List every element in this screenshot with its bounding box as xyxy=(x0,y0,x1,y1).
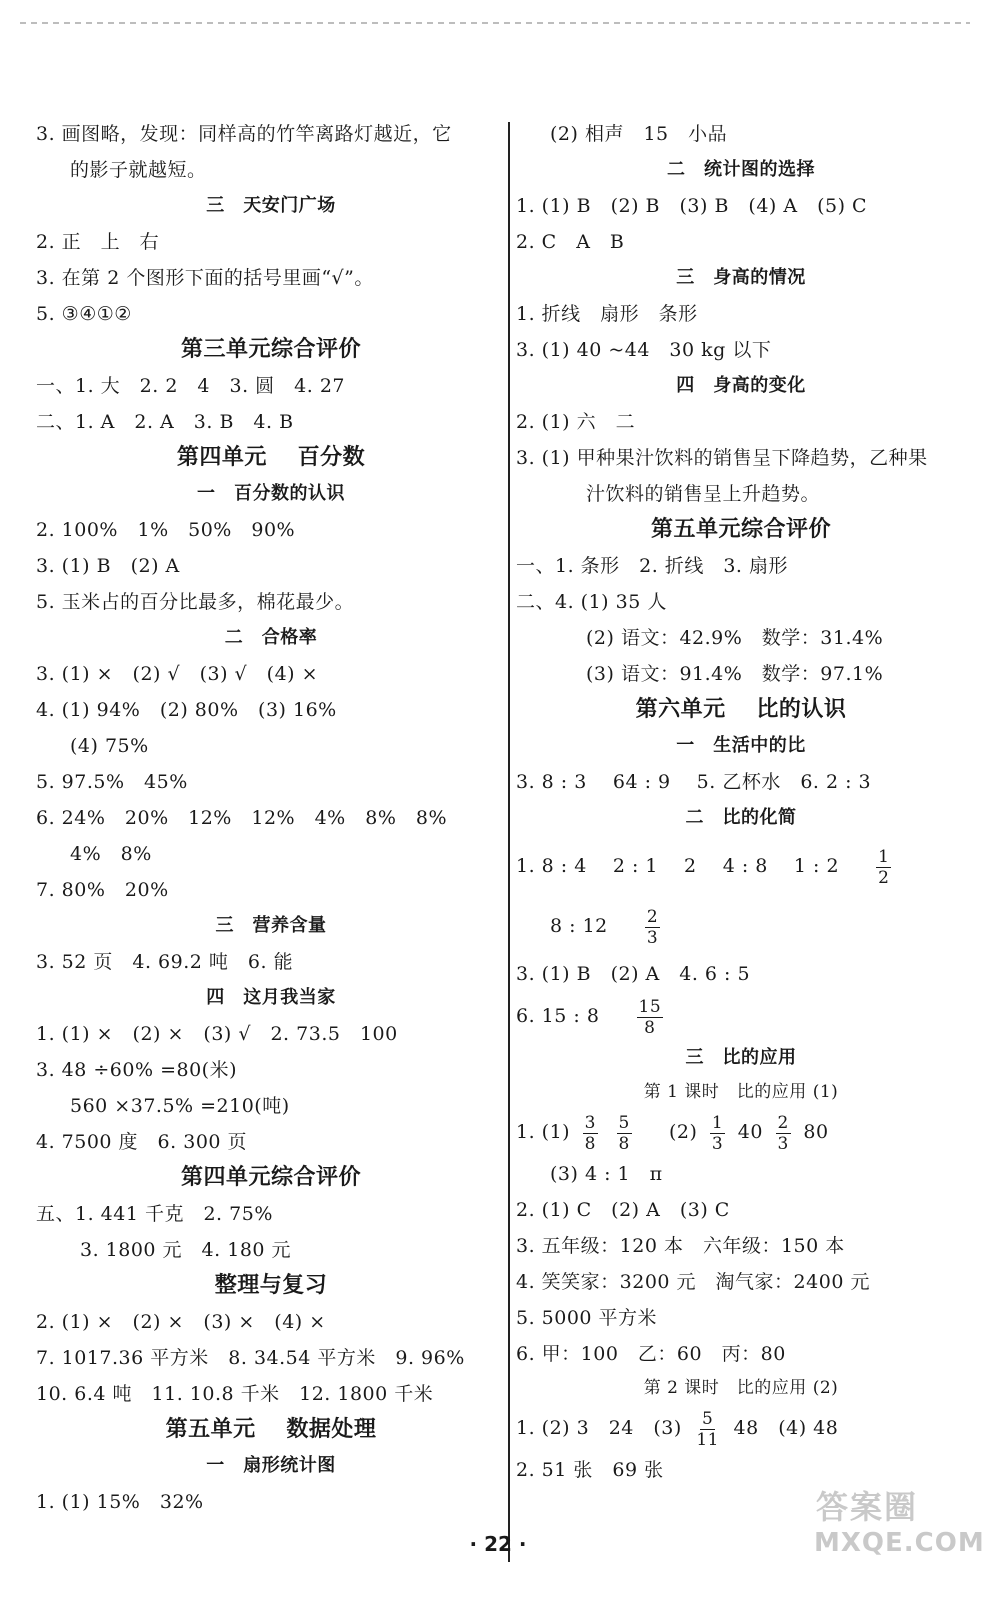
answer-line: 6. 甲：100 乙：60 丙：80 xyxy=(516,1343,786,1365)
answer-line: 7. 80% 20% xyxy=(36,879,169,901)
answer-line xyxy=(516,992,966,1040)
answer-line: 3. 在第 2 个图形下面的括号里画“√”。 xyxy=(36,267,374,289)
answer-line: 3. 五年级：120 本 六年级：150 本 xyxy=(516,1235,845,1257)
answer-line: 4% 8% xyxy=(70,843,152,865)
right-column xyxy=(516,116,966,1488)
lesson-subheading: 第 2 课时 比的应用 (2) xyxy=(643,1378,839,1398)
answer-line: (4) 75% xyxy=(70,735,149,757)
top-border xyxy=(20,22,970,24)
answer-text: 1. (2) 3 24 (3) xyxy=(516,1417,682,1439)
fraction-numerator: 5 xyxy=(618,1112,630,1133)
answer-line: 4. (1) 94% (2) 80% (3) 16% xyxy=(36,699,337,721)
answer-line: 2. C A B xyxy=(516,231,625,253)
lesson-heading: 二 比的化简 xyxy=(685,807,797,828)
fraction-numerator: 3 xyxy=(584,1112,596,1133)
answer-line: 3. 1800 元 4. 180 元 xyxy=(80,1239,292,1261)
answer-line: 6. 24% 20% 12% 12% 4% 8% 8% xyxy=(36,807,448,829)
answer-line: 4. 笑笑家：3200 元 淘气家：2400 元 xyxy=(516,1271,870,1293)
answer-line: 二、4. (1) 35 人 xyxy=(516,591,667,613)
fraction-denominator: 3 xyxy=(711,1133,724,1154)
answer-line: 2. (1) × (2) × (3) × (4) × xyxy=(36,1311,326,1333)
ratio-text: 6. 15 : 8 xyxy=(516,1005,600,1027)
answer-line xyxy=(516,1108,966,1156)
answer-line: 的影子就越短。 xyxy=(70,159,207,181)
answer-line: 4. 7500 度 6. 300 页 xyxy=(36,1131,248,1153)
answer-line: 3. 48 ÷60% =80(米) xyxy=(36,1059,237,1081)
unit-heading: 第三单元综合评价 xyxy=(180,337,361,362)
answer-line: 2. 51 张 69 张 xyxy=(516,1459,664,1481)
unit-heading: 整理与复习 xyxy=(214,1273,328,1298)
answer-line: 五、1. 441 千克 2. 75% xyxy=(36,1203,273,1225)
fraction-denominator: 8 xyxy=(584,1133,596,1154)
answer-line: 一、1. 大 2. 2 4 3. 圆 4. 27 xyxy=(36,375,346,397)
ratio-text: 1. 8 : 4 2 : 1 2 4 : 8 1 : 2 xyxy=(516,855,840,877)
lesson-heading: 三 天安门广场 xyxy=(206,195,336,216)
fraction xyxy=(776,1113,791,1154)
answer-line: 3. 8 : 3 64 : 9 5. 乙杯水 6. 2 : 3 xyxy=(516,771,872,793)
fraction-denominator: 11 xyxy=(696,1429,719,1450)
answer-text: (2) xyxy=(668,1121,698,1143)
answer-line: 7. 1017.36 平方米 8. 34.54 平方米 9. 96% xyxy=(36,1347,465,1369)
answer-text: 48 (4) 48 xyxy=(733,1417,839,1439)
lesson-heading: 四 身高的变化 xyxy=(676,375,806,396)
answer-line: 2. 100% 1% 50% 90% xyxy=(36,519,296,541)
lesson-heading: 一 百分数的认识 xyxy=(197,483,345,504)
answer-text: 40 xyxy=(737,1121,763,1143)
answer-line: 3. 画图略，发现：同样高的竹竿离路灯越近，它 xyxy=(36,123,452,145)
fraction-numerator: 1 xyxy=(711,1112,724,1133)
fraction-numerator: 2 xyxy=(777,1112,789,1133)
fraction xyxy=(617,1113,632,1154)
fraction-numerator: 5 xyxy=(702,1408,714,1429)
answer-line: 2. (1) C (2) A (3) C xyxy=(516,1199,730,1221)
lesson-heading: 三 比的应用 xyxy=(685,1047,797,1068)
answer-line: 10. 6.4 吨 11. 10.8 千米 12. 1800 千米 xyxy=(36,1383,434,1405)
fraction xyxy=(583,1113,598,1154)
answer-line: 一、1. 条形 2. 折线 3. 扇形 xyxy=(516,555,789,577)
answer-line: 3. 52 页 4. 69.2 吨 6. 能 xyxy=(36,951,294,973)
fraction xyxy=(694,1409,721,1450)
fraction-denominator: 8 xyxy=(618,1133,630,1154)
lesson-heading: 一 扇形统计图 xyxy=(206,1455,336,1476)
fraction-numerator: 15 xyxy=(638,996,662,1017)
answer-line: 1. (1) B (2) B (3) B (4) A (5) C xyxy=(516,195,868,217)
watermark-text: 答案圈 xyxy=(816,1488,919,1526)
answer-line: 3. (1) × (2) √ (3) √ (4) × xyxy=(36,663,319,685)
unit-heading: 第四单元 百分数 xyxy=(176,445,366,470)
answer-line xyxy=(516,836,966,896)
answer-line: 3. (1) 40 ~44 30 kg 以下 xyxy=(516,339,772,361)
fraction-denominator: 3 xyxy=(646,927,659,948)
fraction xyxy=(645,907,660,948)
fraction xyxy=(876,847,891,888)
answer-line: 3. (1) 甲种果汁饮料的销售呈下降趋势，乙种果 xyxy=(516,447,928,469)
left-column xyxy=(36,116,506,1520)
answer-line: 1. (1) 15% 32% xyxy=(36,1491,204,1513)
fraction xyxy=(710,1113,725,1154)
answer-line xyxy=(516,896,966,956)
answer-line: 汁饮料的销售呈上升趋势。 xyxy=(586,483,821,505)
answer-line: (3) 语文：91.4% 数学：97.1% xyxy=(586,663,884,685)
answer-line: (2) 语文：42.9% 数学：31.4% xyxy=(586,627,884,649)
lesson-heading: 一 生活中的比 xyxy=(676,735,806,756)
answer-line: 3. (1) B (2) A xyxy=(36,555,180,577)
lesson-heading: 四 这月我当家 xyxy=(206,987,336,1008)
page-number: · 22 · xyxy=(469,1532,527,1556)
answer-line: 5. 5000 平方米 xyxy=(516,1307,658,1329)
answer-line: 1. 折线 扇形 条形 xyxy=(516,303,698,325)
lesson-heading: 三 身高的情况 xyxy=(676,267,806,288)
fraction-numerator: 1 xyxy=(878,846,890,867)
fraction-denominator: 2 xyxy=(878,867,890,888)
answer-line: 2. 正 上 右 xyxy=(36,231,160,253)
fraction-denominator: 3 xyxy=(777,1133,789,1154)
ratio-text: 8 : 12 xyxy=(550,915,608,937)
answer-line: (2) 相声 15 小品 xyxy=(550,123,728,145)
fraction xyxy=(637,997,664,1038)
watermark-logo xyxy=(808,1478,985,1568)
answer-line: 1. (1) × (2) × (3) √ 2. 73.5 100 xyxy=(36,1023,398,1045)
unit-heading: 第六单元 比的认识 xyxy=(635,697,847,722)
fraction-denominator: 8 xyxy=(644,1017,656,1038)
unit-heading: 第五单元综合评价 xyxy=(650,517,831,542)
unit-heading: 第五单元 数据处理 xyxy=(165,1417,377,1442)
answer-text: 1. (1) xyxy=(516,1121,571,1143)
lesson-heading: 二 统计图的选择 xyxy=(667,159,815,180)
column-divider xyxy=(508,122,510,1562)
answer-text: 80 xyxy=(803,1121,829,1143)
answer-line xyxy=(516,1404,966,1452)
answer-line: 3. (1) B (2) A 4. 6 : 5 xyxy=(516,963,751,985)
answer-line: 2. (1) 六 二 xyxy=(516,411,636,433)
answer-line: 5. 97.5% 45% xyxy=(36,771,188,793)
answer-line: 二、1. A 2. A 3. B 4. B xyxy=(36,411,294,433)
lesson-heading: 三 营养含量 xyxy=(215,915,327,936)
answer-line: 5. ③④①② xyxy=(36,303,132,325)
watermark-url: MXQE.COM xyxy=(814,1528,985,1558)
fraction-numerator: 2 xyxy=(646,906,659,927)
lesson-heading: 二 合格率 xyxy=(224,627,318,648)
answer-line: (3) 4 : 1 π xyxy=(550,1163,663,1185)
answer-line: 560 ×37.5% =210(吨) xyxy=(70,1095,290,1117)
answer-line: 5. 玉米占的百分比最多，棉花最少。 xyxy=(36,591,355,613)
unit-heading: 第四单元综合评价 xyxy=(180,1165,361,1190)
lesson-subheading: 第 1 课时 比的应用 (1) xyxy=(643,1082,839,1102)
